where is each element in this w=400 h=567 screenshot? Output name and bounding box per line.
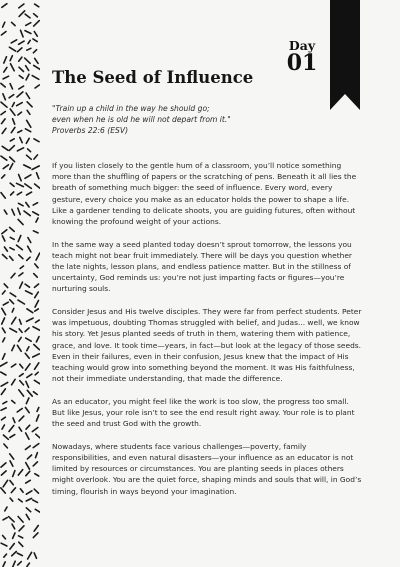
- pattern-dash: [33, 327, 40, 331]
- pattern-dash: [11, 192, 14, 195]
- pattern-dash: [18, 300, 25, 304]
- quote-reference: Proverbs 22:6 (ESV): [52, 126, 129, 135]
- pattern-dash: [10, 498, 13, 501]
- pattern-dash: [25, 364, 30, 370]
- pattern-dash: [26, 338, 32, 341]
- pattern-dash: [10, 164, 13, 170]
- pattern-dash: [17, 192, 21, 195]
- pattern-dash: [10, 227, 15, 231]
- pattern-dash: [11, 127, 15, 132]
- pattern-dash: [9, 95, 14, 98]
- pattern-dash: [1, 32, 6, 36]
- pattern-dash: [33, 500, 38, 503]
- pattern-dash: [27, 120, 31, 127]
- pattern-dash: [28, 238, 31, 243]
- pattern-dash: [2, 291, 5, 294]
- pattern-dash: [19, 499, 23, 502]
- pattern-dash: [17, 148, 23, 151]
- pattern-dash: [27, 309, 33, 313]
- pattern-dash: [17, 409, 22, 413]
- pattern-dash: [36, 415, 38, 421]
- pattern-dash: [28, 246, 31, 252]
- pattern-dash: [25, 284, 29, 287]
- pattern-dash: [19, 57, 22, 61]
- pattern-dash: [9, 146, 14, 151]
- pattern-dash: [25, 58, 31, 63]
- pattern-dash: [4, 284, 8, 288]
- pattern-dash: [3, 22, 5, 27]
- pattern-dash: [35, 264, 38, 268]
- pattern-dash: [34, 489, 38, 493]
- pattern-dash: [12, 22, 16, 25]
- pattern-dash: [17, 92, 23, 97]
- pattern-dash: [19, 41, 25, 44]
- pattern-dash: [13, 418, 15, 423]
- pattern-dash: [10, 56, 12, 61]
- bookmark-ribbon-icon: [330, 0, 360, 110]
- pattern-dash: [26, 425, 30, 429]
- pattern-dash: [11, 64, 15, 71]
- pattern-dash: [25, 14, 30, 18]
- pattern-dash: [33, 354, 40, 357]
- pattern-dash: [4, 67, 7, 72]
- pattern-dash: [19, 329, 22, 333]
- pattern-dash: [17, 553, 22, 556]
- pattern-dash: [26, 66, 29, 71]
- pattern-dash: [3, 402, 7, 404]
- pattern-dash: [3, 165, 8, 169]
- pattern-dash: [1, 156, 7, 160]
- pattern-dash: [17, 103, 23, 106]
- pattern-dash: [18, 131, 22, 133]
- pattern-dash: [34, 14, 38, 17]
- pattern-dash: [36, 453, 38, 458]
- pattern-dash: [25, 129, 30, 132]
- pattern-dash: [27, 155, 32, 159]
- pattern-dash: [34, 380, 40, 384]
- pattern-dash: [19, 320, 21, 325]
- pattern-dash: [19, 203, 24, 206]
- pattern-dash: [34, 553, 36, 558]
- pattern-dash: [28, 40, 30, 43]
- pattern-dash: [12, 524, 15, 529]
- pattern-dash: [19, 526, 24, 531]
- pattern-dash: [1, 83, 5, 87]
- pattern-dash: [28, 552, 32, 559]
- pattern-dash: [4, 210, 7, 214]
- pattern-dash: [26, 463, 30, 470]
- pattern-dash: [26, 433, 29, 439]
- pattern-dash: [20, 489, 23, 493]
- pattern-dash: [10, 293, 16, 297]
- pattern-dash: [1, 471, 6, 475]
- pattern-dash: [2, 425, 4, 429]
- pattern-dash: [1, 372, 6, 375]
- pattern-dash: [27, 102, 32, 107]
- pattern-dash: [35, 301, 39, 308]
- pattern-dash: [10, 435, 15, 438]
- pattern-dash: [18, 112, 22, 115]
- pattern-dash: [25, 175, 31, 179]
- pattern-dash: [26, 93, 30, 99]
- pattern-dash: [26, 491, 32, 494]
- day-label: Day: [288, 38, 316, 53]
- pattern-dash: [27, 374, 32, 377]
- pattern-dash: [34, 274, 38, 278]
- pattern-dash: [3, 302, 8, 305]
- pattern-dash: [35, 284, 39, 287]
- pattern-dash: [27, 390, 32, 396]
- pattern-dash: [10, 454, 14, 459]
- pattern-dash: [0, 362, 7, 366]
- pattern-dash: [27, 563, 30, 566]
- pattern-dash: [34, 526, 38, 532]
- pattern-dash: [26, 498, 31, 501]
- pattern-dash: [3, 480, 8, 487]
- pattern-dash: [35, 85, 39, 88]
- pattern-dash: [2, 328, 5, 333]
- pattern-dash: [19, 4, 24, 8]
- pattern-dash: [10, 183, 14, 186]
- pattern-dash: [36, 434, 40, 438]
- pattern-dash: [19, 76, 23, 79]
- pattern-dash: [33, 462, 37, 466]
- pattern-dash: [1, 193, 5, 199]
- quote-line-2: even when he is old he will not depart from it.": [52, 115, 231, 124]
- pattern-dash: [3, 354, 6, 360]
- pattern-dash: [27, 48, 31, 50]
- pattern-dash: [4, 444, 8, 448]
- pattern-dash: [19, 374, 23, 377]
- pattern-dash: [3, 255, 7, 259]
- pattern-dash: [25, 353, 29, 358]
- pattern-dash: [35, 363, 39, 370]
- pattern-dash: [2, 318, 5, 324]
- pattern-dash: [33, 203, 37, 205]
- pattern-dash: [26, 291, 33, 294]
- pattern-dash: [10, 544, 14, 550]
- pattern-dash: [1, 463, 6, 467]
- pattern-dash: [19, 542, 23, 546]
- pattern-dash: [35, 309, 39, 311]
- pattern-dash: [2, 236, 5, 241]
- pattern-dash: [35, 292, 39, 298]
- pattern-dash: [33, 231, 38, 233]
- pattern-dash: [33, 39, 37, 42]
- pattern-dash: [26, 514, 29, 519]
- pattern-dash: [19, 175, 22, 181]
- pattern-dash: [33, 392, 37, 395]
- pattern-dash: [13, 533, 15, 538]
- paragraph-2: In the same way a seed planted today doesn’t sprout tomorrow, the lessons you teach might not bear fruit immediately. There will be days you question whether the late nights, lesson plans, and endless patience matter. But in the stillness of uncertainty, God reminds us: you’re not just imparting facts or figures—you’re nurturing souls.: [52, 239, 352, 294]
- pattern-dash: [25, 31, 31, 34]
- pattern-dash: [27, 455, 31, 459]
- pattern-dash: [36, 253, 40, 260]
- pattern-dash: [1, 408, 6, 410]
- pattern-dash: [1, 543, 7, 546]
- pattern-dash: [4, 247, 7, 251]
- pattern-dash: [18, 208, 20, 214]
- paragraph-5: Nowadays, where students face various challenges—poverty, family responsibilities, and even natural disasters—your influence as an educator is not limited by resources or circumstances. You are planting seeds in places others might overlook. You are the quiet force, shaping minds and souls that will, in God’s timing, flourish in ways beyond your imagination.: [52, 441, 362, 496]
- paragraph-4: As an educator, you might feel like the work is too slow, the progress too small. But like Jesus, your role isn’t to see the end result right away. Your role is to plant the seed and trust God with the growth.: [52, 396, 355, 429]
- pattern-dash: [10, 328, 17, 332]
- pattern-dash: [20, 381, 24, 385]
- pattern-dash: [12, 379, 16, 385]
- pattern-dash: [26, 74, 29, 80]
- pattern-dash: [10, 109, 15, 115]
- pattern-dash: [19, 337, 22, 341]
- pattern-dash: [19, 11, 25, 17]
- pattern-dash: [27, 347, 29, 351]
- pattern-dash: [10, 461, 13, 466]
- pattern-dash: [9, 517, 15, 522]
- pattern-dash: [37, 173, 39, 179]
- pattern-dash: [19, 536, 23, 538]
- pattern-dash: [18, 219, 23, 224]
- pattern-dash: [33, 50, 36, 53]
- pattern-dash: [27, 257, 30, 260]
- pattern-dash: [1, 102, 7, 107]
- pattern-dash: [28, 149, 31, 152]
- pattern-dash: [10, 248, 14, 250]
- pattern-dash: [19, 416, 24, 421]
- pattern-dash: [19, 86, 24, 89]
- pattern-dash: [12, 552, 17, 556]
- pattern-dash: [25, 328, 29, 332]
- bookmark-shape: [330, 0, 360, 110]
- pattern-dash: [3, 536, 6, 539]
- pattern-dash: [10, 481, 13, 485]
- pattern-dash: [10, 300, 14, 304]
- pattern-dash: [20, 137, 22, 142]
- pattern-dash: [36, 218, 38, 222]
- pattern-dash: [17, 183, 24, 186]
- pattern-dash: [5, 507, 7, 511]
- pattern-dash: [10, 84, 12, 89]
- pattern-dash: [24, 165, 31, 168]
- pattern-dash: [2, 175, 5, 178]
- pattern-dash: [26, 138, 29, 143]
- pattern-dash: [2, 4, 7, 8]
- page-title: The Seed of Influence: [52, 68, 254, 87]
- pattern-dash: [10, 237, 14, 239]
- pattern-dash: [11, 364, 15, 367]
- pattern-dash: [11, 40, 17, 43]
- pattern-dash: [12, 561, 15, 567]
- pattern-dash: [3, 338, 5, 342]
- pattern-dash: [19, 67, 24, 71]
- pattern-dash: [32, 428, 38, 432]
- pattern-dash: [4, 57, 7, 63]
- pattern-dash: [3, 94, 6, 100]
- pattern-dash: [12, 209, 15, 215]
- pattern-dash: [25, 184, 32, 189]
- day-number: 01: [286, 50, 318, 76]
- pattern-dash: [3, 76, 9, 79]
- pattern-dash: [20, 364, 23, 368]
- pattern-dash: [33, 533, 38, 538]
- pattern-dash: [35, 509, 40, 512]
- pattern-dash: [34, 32, 37, 37]
- pattern-dash: [19, 427, 22, 431]
- pattern-dash: [32, 166, 39, 170]
- pattern-dash: [10, 157, 15, 162]
- pattern-dash: [36, 320, 40, 322]
- pattern-dash: [37, 408, 39, 412]
- pattern-dash: [1, 389, 5, 395]
- pattern-dash: [19, 255, 23, 259]
- pattern-dash: [25, 446, 30, 450]
- devotional-body: [52, 160, 362, 508]
- pattern-dash: [17, 245, 23, 250]
- pattern-dash: [11, 488, 15, 493]
- pattern-dash: [33, 444, 39, 448]
- pattern-dash: [18, 562, 22, 565]
- pattern-dash: [27, 110, 30, 114]
- pattern-dash: [12, 401, 15, 404]
- pattern-dash: [10, 139, 14, 141]
- pattern-dash: [2, 128, 6, 133]
- pattern-dash: [12, 317, 16, 324]
- pattern-dash: [1, 488, 6, 493]
- pattern-dash: [18, 236, 21, 242]
- pattern-dash: [18, 470, 22, 476]
- pattern-dash: [1, 112, 5, 115]
- pattern-dash: [34, 21, 40, 27]
- pattern-dash: [19, 273, 23, 276]
- pattern-dash: [19, 390, 24, 396]
- pattern-dash: [17, 48, 22, 52]
- pattern-dash: [35, 58, 38, 63]
- scripture-quote: [52, 103, 352, 136]
- pattern-dash: [33, 212, 39, 215]
- pattern-dash: [17, 345, 21, 351]
- pattern-dash: [2, 417, 6, 420]
- pattern-dash: [36, 337, 39, 342]
- pattern-dash: [1, 382, 8, 386]
- pattern-dash: [27, 192, 32, 195]
- pattern-dash: [10, 256, 13, 260]
- pattern-dash: [4, 554, 7, 557]
- paragraph-1: If you listen closely to the gentle hum of a classroom, you’ll notice something more than the shuffling of papers or the scratching of pens. Beneath it all lies the breath of something much bigger: the seed of influence. Every word, every gesture, every choice you make as an educator holds the power to shape a life. Like a gardener tending to delicate shoots, you are guiding futures, often without knowing the profound weight of your actions.: [52, 161, 357, 227]
- pattern-dash: [26, 381, 29, 387]
- pattern-dash: [2, 308, 6, 315]
- pattern-dash: [34, 345, 40, 350]
- pattern-dash: [2, 230, 7, 234]
- decorative-dash-pattern: [0, 0, 40, 567]
- pattern-dash: [35, 4, 39, 7]
- dash-pattern-svg: [0, 0, 40, 567]
- pattern-dash: [12, 308, 14, 312]
- pattern-dash: [13, 119, 15, 124]
- pattern-dash: [11, 273, 15, 278]
- pattern-dash: [20, 282, 23, 288]
- pattern-dash: [34, 155, 38, 159]
- pattern-dash: [12, 103, 14, 107]
- pattern-dash: [26, 203, 29, 208]
- pattern-dash: [27, 318, 34, 321]
- pattern-dash: [3, 562, 5, 567]
- pattern-dash: [32, 76, 39, 80]
- pattern-dash: [26, 480, 31, 483]
- pattern-dash: [35, 372, 38, 375]
- pattern-dash: [2, 146, 8, 150]
- pattern-dash: [26, 23, 31, 26]
- pattern-dash: [9, 426, 14, 432]
- pattern-dash: [25, 407, 29, 412]
- pattern-dash: [26, 471, 30, 476]
- pattern-dash: [26, 398, 29, 404]
- pattern-dash: [21, 30, 24, 37]
- pattern-dash: [3, 518, 7, 520]
- pattern-dash: [9, 47, 15, 51]
- pattern-dash: [3, 435, 8, 439]
- quote-line-1: "Train up a child in the way he should go;: [52, 104, 210, 113]
- pattern-dash: [12, 345, 15, 350]
- paragraph-3: Consider Jesus and His twelve disciples. They were far from perfect students. Peter was impetuous, doubting Thomas struggled with belief, and Judas... well, we know his story. Yet Jesus planted seeds of truth in them, watering them with patience, grace, and love. It took time—years, in fact—but look at the legacy of those seeds. Even in their failures, even in their confusion, Jesus knew that the impact of His teaching would grow into something beyond the moment. It was His faithfulness, not their immediate understanding, that made the difference.: [52, 307, 362, 384]
- pattern-dash: [34, 139, 39, 142]
- pattern-dash: [35, 474, 39, 476]
- pattern-dash: [20, 266, 23, 269]
- pattern-dash: [24, 211, 30, 216]
- pattern-dash: [2, 119, 6, 124]
- pattern-dash: [34, 65, 40, 69]
- pattern-dash: [13, 471, 15, 477]
- pattern-dash: [35, 184, 40, 189]
- pattern-dash: [18, 517, 23, 523]
- pattern-dash: [26, 508, 30, 512]
